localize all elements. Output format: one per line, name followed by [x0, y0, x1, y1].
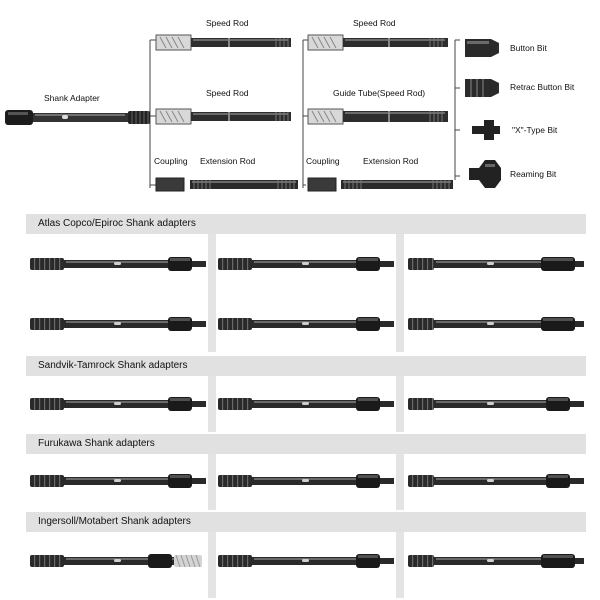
shank-adapter-2	[218, 257, 394, 271]
reaming-bit-label: Reaming Bit	[510, 169, 557, 179]
coupling-1-label: Coupling	[154, 156, 188, 166]
shank-adapter-7	[30, 397, 206, 411]
x-type-bit-label: "X"-Type Bit	[512, 125, 558, 135]
section-header-atlas-copco: Atlas Copco/Epiroc Shank adapters	[26, 214, 586, 234]
shank-adapter-6	[408, 317, 584, 331]
shank-adapter-13	[30, 554, 202, 568]
shank-adapter-15	[408, 554, 584, 568]
shank-adapter-12	[408, 474, 584, 488]
shank-adapter-label: Shank Adapter	[44, 93, 100, 103]
speed-rod-3-label: Speed Rod	[206, 88, 249, 98]
speed-rod-2-label: Speed Rod	[353, 18, 396, 28]
shank-adapter-11	[218, 474, 394, 488]
button-bit-label: Button Bit	[510, 43, 547, 53]
section-header-sandvik-tamrock: Sandvik-Tamrock Shank adapters	[26, 356, 586, 376]
guide-tube-label: Guide Tube(Speed Rod)	[333, 88, 426, 98]
coupling-2-label: Coupling	[306, 156, 340, 166]
retrac-button-bit-label: Retrac Button Bit	[510, 82, 575, 92]
shank-adapter-3	[408, 257, 584, 271]
shank-adapter-9	[408, 397, 584, 411]
section-header-furukawa: Furukawa Shank adapters	[26, 434, 586, 454]
shank-adapter-8	[218, 397, 394, 411]
extension-rod-2-label: Extension Rod	[363, 156, 419, 166]
shank-adapter-1	[30, 257, 206, 271]
section-header-ingersoll-motabert: Ingersoll/Motabert Shank adapters	[26, 512, 586, 532]
shank-adapter-14	[218, 554, 394, 568]
shank-adapter-4	[30, 317, 206, 331]
speed-rod-1-label: Speed Rod	[206, 18, 249, 28]
extension-rod-1-label: Extension Rod	[200, 156, 256, 166]
shank-adapter-10	[30, 474, 206, 488]
shank-adapter-5	[218, 317, 394, 331]
